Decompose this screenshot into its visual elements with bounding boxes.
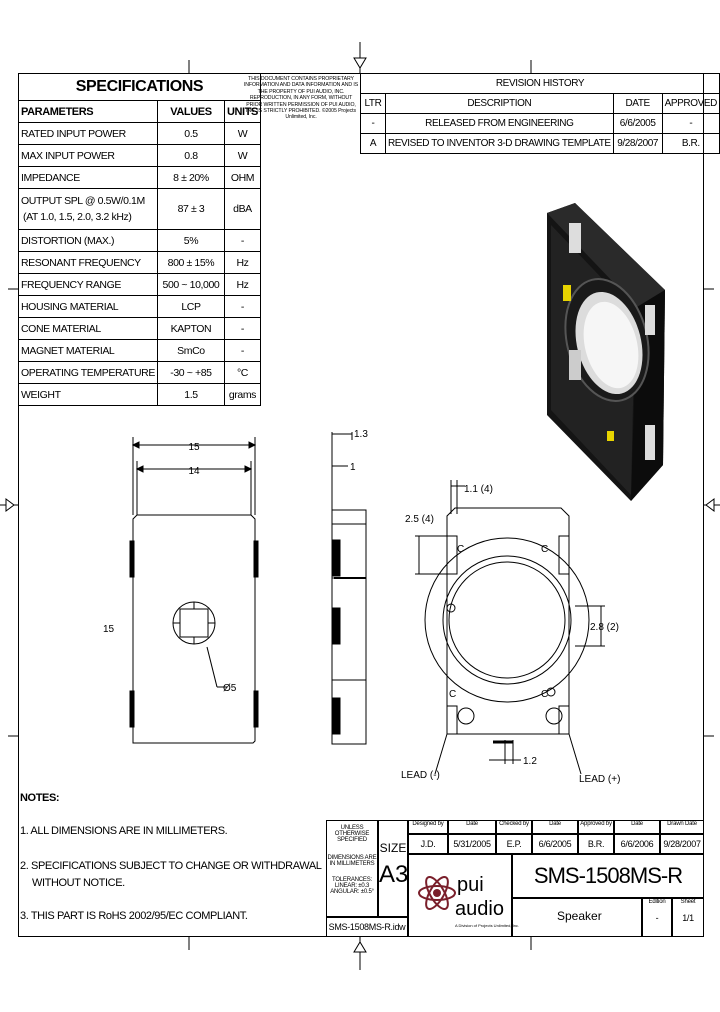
spec-unit: - (224, 318, 260, 340)
dim-diameter: Ø5 (223, 683, 237, 694)
approved-by: B.R. (578, 834, 614, 854)
table-row (19, 230, 261, 252)
dim-terminal-length: 2.5 (4) (405, 514, 434, 525)
mark-c: C (541, 689, 549, 700)
side-clip (645, 425, 655, 460)
spec-value: 1.5 (157, 384, 224, 406)
spec-parameter: WEIGHT (19, 384, 158, 406)
revision-header-date: DATE (613, 94, 662, 114)
spec-header-parameters: PARAMETERS (19, 101, 158, 123)
spec-unit: grams (224, 384, 260, 406)
size-label: SIZE (379, 841, 407, 855)
spec-unit: Hz (224, 252, 260, 274)
side-clip (645, 305, 655, 335)
table-row (19, 296, 261, 318)
edition: - (655, 913, 659, 923)
part-description: Speaker (557, 909, 602, 923)
drawn-date: 9/28/2007 (660, 834, 704, 854)
revision-description: RELEASED FROM ENGINEERING (385, 114, 613, 134)
mark-c: C (449, 689, 457, 700)
spec-unit: Hz (224, 274, 260, 296)
spec-unit: dBA (224, 189, 260, 230)
revision-date: 6/6/2005 (613, 114, 662, 134)
date-label: Date (448, 820, 496, 834)
spec-header-units: UNITS (224, 101, 260, 123)
sheet-label: Sheet (680, 899, 696, 905)
table-row (19, 252, 261, 274)
spec-parameter: RESONANT FREQUENCY (19, 252, 158, 274)
table-row (361, 114, 720, 134)
dim-side-total: 1.3 (354, 429, 368, 440)
proprietary-notice: THIS DOCUMENT CONTAINS PROPRIETARY INFORMATION AND DATA INFORMATION AND IS THE PROPERTY OF PUI AUDIO, INC. REPRODUCTION, IN ANY FORM, WITHOUT PRIOR WRITTEN PERMISSION OF PUI AUDIO, INC. IS STRICTLY PROHIBITED. ©2005 Projects Unlimited, Inc. (243, 76, 359, 121)
side-clip (569, 350, 581, 380)
revision-approved: - (662, 114, 719, 134)
revision-header-ltr: LTR (361, 94, 386, 114)
spec-parameter: CONE MATERIAL (19, 318, 158, 340)
note-item: 2. SPECIFICATIONS SUBJECT TO CHANGE OR WITHDRAWAL (20, 860, 322, 872)
filename: SMS-1508MS-R.idw (328, 922, 406, 932)
approved-date: 6/6/2006 (614, 834, 660, 854)
table-row (19, 362, 261, 384)
approved-by-label: Approved by (578, 820, 614, 834)
revision-ltr: - (361, 114, 386, 134)
tolerance-note: TOLERANCES: LINEAR: ±0.3 ANGULAR: ±0.5° (330, 877, 374, 895)
table-row (19, 145, 261, 167)
spec-unit: OHM (224, 167, 260, 189)
note-item: 3. THIS PART IS RoHS 2002/95/EC COMPLIANT. (20, 910, 248, 922)
notes-title: NOTES: (20, 792, 60, 804)
spec-unit: - (224, 340, 260, 362)
sheet-box (672, 898, 704, 937)
part-description-box (512, 898, 642, 937)
spec-parameter: MAX INPUT POWER (19, 145, 158, 167)
spec-value: -30 ~ +85 (157, 362, 224, 384)
checked-by: E.P. (496, 834, 532, 854)
tolerance-block (326, 820, 378, 917)
revision-title: REVISION HISTORY (361, 74, 720, 94)
spec-unit: - (224, 230, 260, 252)
spec-unit: °C (224, 362, 260, 384)
checked-date: 6/6/2005 (532, 834, 578, 854)
part-number: SMS-1508MS-R (533, 863, 683, 888)
table-row (19, 167, 261, 189)
terminal-pad (563, 285, 571, 301)
size-value: A3 (379, 861, 409, 888)
lead-negative-label: LEAD (-) (401, 770, 440, 781)
spec-unit: W (224, 123, 260, 145)
dim-lead-offset: 1.2 (523, 756, 537, 767)
spec-parameter-line2: (AT 1.0, 1.5, 2.0, 3.2 kHz) (23, 211, 132, 223)
note-item: 1. ALL DIMENSIONS ARE IN MILLIMETERS. (20, 825, 228, 837)
designed-by: J.D. (408, 834, 448, 854)
revision-header-approved: APPROVED (662, 94, 719, 114)
spec-parameter: OUTPUT SPL @ 0.5W/0.1M (21, 195, 145, 207)
mark-c: C (541, 544, 549, 555)
lead-positive-label: LEAD (+) (579, 774, 621, 785)
date-label: Date (614, 820, 660, 834)
spec-value: 8 ± 20% (157, 167, 224, 189)
specifications-table (18, 73, 261, 406)
tolerance-note: UNLESS OTHERWISE SPECIFIED (334, 825, 370, 843)
dim-terminal-spacing: 2.8 (2) (590, 622, 619, 633)
logo-tagline: A Division of Projects Unlimited, Inc. (455, 923, 520, 928)
dim-top-width-outer: 15 (188, 442, 200, 453)
revision-description: REVISED TO INVENTOR 3-D DRAWING TEMPLATE (385, 134, 613, 154)
sheet: 1/1 (682, 913, 694, 923)
table-row (19, 340, 261, 362)
spec-value: 500 ~ 10,000 (157, 274, 224, 296)
date-label: Date (532, 820, 578, 834)
spec-parameter: DISTORTION (MAX.) (19, 230, 158, 252)
table-row (19, 318, 261, 340)
spec-value: 0.5 (157, 123, 224, 145)
revision-header-description: DESCRIPTION (385, 94, 613, 114)
spec-unit: W (224, 145, 260, 167)
table-row (19, 123, 261, 145)
logo-text-audio: audio (455, 898, 504, 920)
spec-unit: - (224, 296, 260, 318)
spec-parameter: MAGNET MATERIAL (19, 340, 158, 362)
top-view-drawing (95, 425, 275, 770)
designed-by-label: Designed by (408, 820, 448, 834)
revision-ltr: A (361, 134, 386, 154)
table-row (19, 384, 261, 406)
edition-box (642, 898, 672, 937)
spec-header-values: VALUES (157, 101, 224, 123)
spec-parameter: HOUSING MATERIAL (19, 296, 158, 318)
checked-by-label: Checked by (496, 820, 532, 834)
part-number-box (512, 854, 704, 898)
edition-label: Edition (648, 899, 666, 905)
revision-history-table (360, 73, 720, 154)
spec-value: 5% (157, 230, 224, 252)
speaker-3d-render (535, 195, 705, 510)
table-row (361, 134, 720, 154)
drawn-date-label: Drawn Date (660, 820, 704, 834)
pui-audio-logo (409, 855, 520, 935)
revision-date: 9/28/2007 (613, 134, 662, 154)
spec-parameter: IMPEDANCE (19, 167, 158, 189)
spec-parameter: FREQUENCY RANGE (19, 274, 158, 296)
logo-box (408, 854, 520, 937)
side-clip (569, 223, 581, 253)
dim-top-height: 15 (103, 624, 115, 635)
table-row (19, 189, 261, 230)
spec-value: 0.8 (157, 145, 224, 167)
spec-value: SmCo (157, 340, 224, 362)
spec-value: LCP (157, 296, 224, 318)
side-view-drawing (320, 420, 380, 750)
spec-value: 87 ± 3 (157, 189, 224, 230)
designed-date: 5/31/2005 (448, 834, 496, 854)
logo-text-pui: pui (457, 874, 484, 896)
dim-side-thickness: 1 (350, 462, 356, 473)
note-item: WITHOUT NOTICE. (32, 877, 125, 889)
tolerance-note: DIMENSIONS ARE IN MILLIMETERS (327, 855, 377, 867)
spec-value: 800 ± 15% (157, 252, 224, 274)
mark-c: C (457, 544, 465, 555)
spec-title: SPECIFICATIONS (19, 74, 261, 101)
bottom-view-drawing (395, 470, 625, 790)
dim-terminal-width: 1.1 (4) (464, 484, 493, 495)
spec-value: KAPTON (157, 318, 224, 340)
table-row (19, 274, 261, 296)
filename-box (326, 917, 408, 937)
size-box (378, 820, 408, 917)
spec-parameter: OPERATING TEMPERATURE (19, 362, 158, 384)
terminal-pad (607, 431, 614, 441)
dim-top-width-inner: 14 (188, 466, 200, 477)
revision-approved: B.R. (662, 134, 719, 154)
spec-parameter: RATED INPUT POWER (19, 123, 158, 145)
